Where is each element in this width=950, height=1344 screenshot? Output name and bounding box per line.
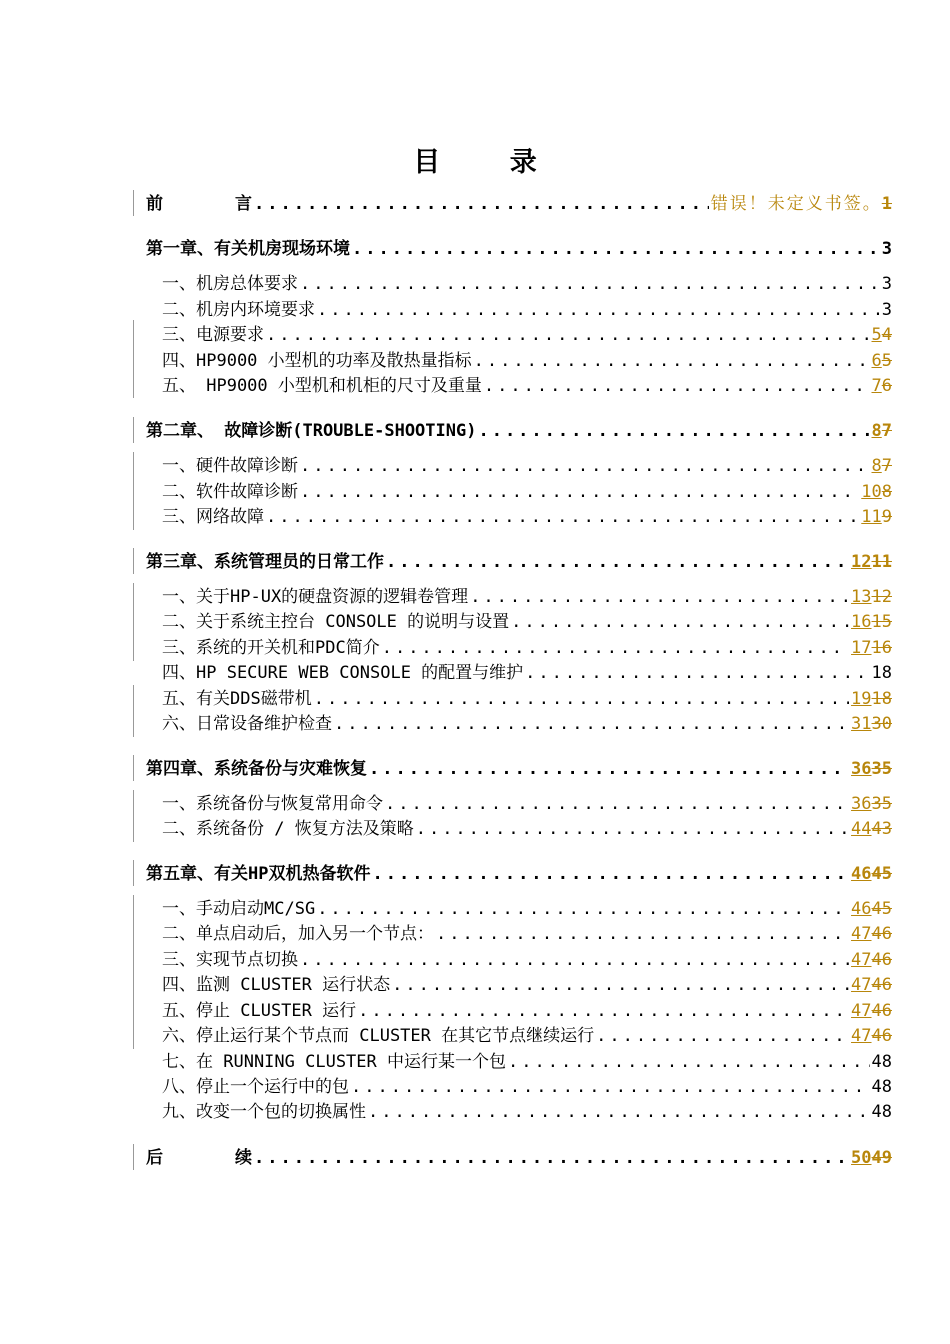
dot-leader xyxy=(351,1074,870,1100)
deleted-page-number: 46 xyxy=(871,950,892,970)
inserted-page-number: 36 xyxy=(851,759,872,779)
inserted-page-number: 50 xyxy=(851,1148,872,1168)
toc-page-number xyxy=(872,348,893,374)
toc-section-entry[interactable] xyxy=(162,1023,892,1049)
inserted-page-number: 11 xyxy=(861,507,882,527)
toc-entry-label: 七、在 RUNNING CLUSTER 中运行某一个包 xyxy=(162,1052,506,1072)
toc-page-number xyxy=(861,504,892,530)
dot-leader xyxy=(368,1099,870,1125)
toc-entry-label: 三、实现节点切换 xyxy=(162,950,298,970)
toc-page-number xyxy=(851,921,892,947)
toc-page-number xyxy=(851,549,892,575)
toc-entry-label: 二、关于系统主控台 CONSOLE 的说明与设置 xyxy=(162,612,510,632)
dot-leader xyxy=(385,791,849,817)
deleted-page-number: 7 xyxy=(881,456,892,476)
change-bar xyxy=(133,1144,134,1170)
toc-section-entry[interactable] xyxy=(162,453,892,479)
toc-section-entry[interactable] xyxy=(162,660,892,686)
toc-page-number xyxy=(882,236,892,262)
toc-chapter-entry[interactable] xyxy=(146,861,892,887)
change-bar xyxy=(133,417,134,443)
dot-leader xyxy=(352,236,880,262)
inserted-page-number: 47 xyxy=(851,950,872,970)
toc-section-entry[interactable] xyxy=(162,504,892,530)
dot-leader xyxy=(317,297,880,323)
inserted-page-number: 6 xyxy=(871,351,882,371)
dot-leader xyxy=(300,947,849,973)
toc-entry-label: 一、系统备份与恢复常用命令 xyxy=(162,794,383,814)
deleted-page-number: 35 xyxy=(871,794,892,814)
toc-section-entry[interactable] xyxy=(162,479,892,505)
toc-section-entry[interactable] xyxy=(162,348,892,374)
dot-leader xyxy=(392,972,849,998)
deleted-page-number: 9 xyxy=(881,507,892,527)
toc-section-entry[interactable] xyxy=(162,972,892,998)
change-bar xyxy=(133,860,134,886)
toc-entry-label: 五、停止 CLUSTER 运行 xyxy=(162,1001,357,1021)
toc-entry-label: 第二章、 故障诊断(TROUBLE-SHOOTING) xyxy=(146,421,477,441)
deleted-page-number: 46 xyxy=(871,924,892,944)
toc-entry-label: 二、软件故障诊断 xyxy=(162,482,298,502)
dot-leader xyxy=(266,504,859,530)
inserted-page-number: 10 xyxy=(861,482,882,502)
toc-entry-label: 第五章、有关HP双机热备软件 xyxy=(146,864,371,884)
toc-entry-label: 四、监测 CLUSTER 运行状态 xyxy=(162,975,391,995)
dot-leader xyxy=(416,816,849,842)
deleted-page-number: 43 xyxy=(871,819,892,839)
page-number: 3 xyxy=(881,239,892,259)
toc-section-entry[interactable] xyxy=(162,373,892,399)
dot-leader xyxy=(300,453,870,479)
toc-page-number xyxy=(851,861,892,887)
toc-page-number xyxy=(851,635,892,661)
toc-section-entry[interactable] xyxy=(162,297,892,323)
toc-section-entry[interactable] xyxy=(162,791,892,817)
inserted-page-number: 36 xyxy=(851,794,872,814)
inserted-page-number: 46 xyxy=(851,864,872,884)
toc-section-entry[interactable] xyxy=(162,1074,892,1100)
toc-section-entry[interactable] xyxy=(162,921,892,947)
inserted-page-number: 31 xyxy=(851,714,872,734)
change-bar xyxy=(133,190,134,216)
toc-chapter-entry[interactable] xyxy=(146,1145,892,1171)
dot-leader xyxy=(511,609,849,635)
page-number: 3 xyxy=(881,300,892,320)
inserted-page-number: 44 xyxy=(851,819,872,839)
toc-entry-label: 三、网络故障 xyxy=(162,507,264,527)
dot-leader xyxy=(300,271,880,297)
toc-entry-label: 一、硬件故障诊断 xyxy=(162,456,298,476)
dot-leader xyxy=(254,191,709,217)
toc-entry-label: 六、停止运行某个节点而 CLUSTER 在其它节点继续运行 xyxy=(162,1026,595,1046)
toc-page-number xyxy=(851,816,892,842)
toc-entry-label: 二、单点启动后，加入另一个节点： xyxy=(162,924,434,944)
toc-entry-label-char: 续 xyxy=(235,1148,252,1168)
deleted-page-number: 16 xyxy=(871,638,892,658)
toc-chapter-entry[interactable] xyxy=(146,236,892,262)
deleted-page-number: 6 xyxy=(881,376,892,396)
inserted-page-number: 47 xyxy=(851,924,872,944)
toc-entry-label: 一、关于HP-UX的硬盘资源的逻辑卷管理 xyxy=(162,587,469,607)
toc-page-number xyxy=(872,1049,892,1075)
change-bar xyxy=(133,583,134,661)
dot-leader xyxy=(266,322,870,348)
toc-entry-label: 一、机房总体要求 xyxy=(162,274,298,294)
toc-page-number xyxy=(851,1145,892,1171)
deleted-page-number: 18 xyxy=(871,689,892,709)
toc-entry-label: 五、 HP9000 小型机和机柜的尺寸及重量 xyxy=(162,376,482,396)
deleted-page-number: 1 xyxy=(881,194,892,214)
toc-entry-label-char: 言 xyxy=(235,194,252,214)
toc-entry-label-char: 前 xyxy=(146,194,163,214)
toc-section-entry[interactable] xyxy=(162,686,892,712)
toc-page-number xyxy=(851,686,892,712)
toc-entry-label: 第四章、系统备份与灾难恢复 xyxy=(146,759,367,779)
deleted-page-number: 45 xyxy=(871,899,892,919)
inserted-page-number: 17 xyxy=(851,638,872,658)
deleted-page-number: 46 xyxy=(871,1001,892,1021)
deleted-page-number: 45 xyxy=(871,864,892,884)
change-bar xyxy=(133,755,134,781)
toc-chapter-entry[interactable] xyxy=(146,191,892,217)
dot-leader xyxy=(317,896,849,922)
toc-chapter-entry[interactable] xyxy=(146,756,892,782)
toc-page-number xyxy=(851,791,892,817)
page-number: 3 xyxy=(881,274,892,294)
inserted-page-number: 16 xyxy=(851,612,872,632)
dot-leader xyxy=(484,373,870,399)
deleted-page-number: 4 xyxy=(881,325,892,345)
toc-page-number xyxy=(851,998,892,1024)
toc-entry-label: 第三章、系统管理员的日常工作 xyxy=(146,552,384,572)
toc-section-entry[interactable] xyxy=(162,584,892,610)
toc-section-entry[interactable] xyxy=(162,609,892,635)
dot-leader xyxy=(436,921,849,947)
toc-entry-label: 四、HP SECURE WEB CONSOLE 的配置与维护 xyxy=(162,663,524,683)
dot-leader xyxy=(508,1049,870,1075)
deleted-page-number: 7 xyxy=(881,421,892,441)
deleted-page-number: 5 xyxy=(881,351,892,371)
inserted-page-number: 8 xyxy=(871,456,882,476)
toc-page-number xyxy=(872,1099,892,1125)
page-title: 目 录 xyxy=(413,147,567,178)
dot-leader xyxy=(372,861,849,887)
toc-page-number xyxy=(851,972,892,998)
inserted-page-number: 5 xyxy=(871,325,882,345)
dot-leader xyxy=(470,584,849,610)
inserted-page-number: 47 xyxy=(851,1026,872,1046)
page-number: 48 xyxy=(871,1077,892,1097)
inserted-page-number: 19 xyxy=(851,689,872,709)
toc-entry-label: 一、手动启动MC/SG xyxy=(162,899,316,919)
toc-chapter-entry[interactable] xyxy=(146,549,892,575)
change-bar xyxy=(133,685,134,737)
toc-entry-label: 八、停止一个运行中的包 xyxy=(162,1077,349,1097)
inserted-page-number: 47 xyxy=(851,1001,872,1021)
toc-entry-label: 三、电源要求 xyxy=(162,325,264,345)
dot-leader xyxy=(358,998,849,1024)
toc-page-number xyxy=(711,191,892,217)
inserted-page-number: 47 xyxy=(851,975,872,995)
change-bar xyxy=(133,895,134,1049)
toc-page-number xyxy=(872,1074,892,1100)
bookmark-error-text: 错误！未定义书签。 xyxy=(710,194,882,214)
toc-section-entry[interactable] xyxy=(162,816,892,842)
toc-page-number xyxy=(851,609,892,635)
toc-page-number xyxy=(851,584,892,610)
toc-page-number xyxy=(861,479,892,505)
dot-leader xyxy=(525,660,869,686)
deleted-page-number: 11 xyxy=(871,552,892,572)
change-bar xyxy=(133,452,134,530)
dot-leader xyxy=(478,418,869,444)
toc-section-entry[interactable] xyxy=(162,711,892,737)
toc-entry-label: 二、系统备份 / 恢复方法及策略 xyxy=(162,819,414,839)
toc-entry-label: 五、有关DDS磁带机 xyxy=(162,689,312,709)
deleted-page-number: 15 xyxy=(871,612,892,632)
toc-entry-label xyxy=(146,191,252,217)
deleted-page-number: 12 xyxy=(871,587,892,607)
inserted-page-number: 46 xyxy=(851,899,872,919)
toc-entry-label: 二、机房内环境要求 xyxy=(162,300,315,320)
toc-page-number xyxy=(851,756,892,782)
toc-chapter-entry[interactable] xyxy=(146,418,892,444)
deleted-page-number: 30 xyxy=(871,714,892,734)
toc-section-entry[interactable] xyxy=(162,635,892,661)
dot-leader xyxy=(254,1145,849,1171)
dot-leader xyxy=(334,711,849,737)
dot-leader xyxy=(369,756,849,782)
toc-page-number xyxy=(882,271,892,297)
toc-page-number xyxy=(851,896,892,922)
deleted-page-number: 8 xyxy=(881,482,892,502)
dot-leader xyxy=(300,479,859,505)
inserted-page-number: 13 xyxy=(851,587,872,607)
dot-leader xyxy=(386,549,849,575)
toc-page-number xyxy=(851,1023,892,1049)
toc-page-number xyxy=(882,297,892,323)
deleted-page-number: 46 xyxy=(871,975,892,995)
change-bar xyxy=(133,320,134,398)
deleted-page-number: 46 xyxy=(871,1026,892,1046)
toc-section-entry[interactable] xyxy=(162,947,892,973)
dot-leader xyxy=(474,348,870,374)
inserted-page-number: 7 xyxy=(871,376,882,396)
inserted-page-number: 12 xyxy=(851,552,872,572)
change-bar xyxy=(133,548,134,574)
dot-leader xyxy=(382,635,849,661)
deleted-page-number: 49 xyxy=(871,1148,892,1168)
page-number: 48 xyxy=(871,1102,892,1122)
toc-section-entry[interactable] xyxy=(162,1099,892,1125)
deleted-page-number: 35 xyxy=(871,759,892,779)
toc-page-number xyxy=(872,453,893,479)
inserted-page-number: 8 xyxy=(871,421,882,441)
change-bar xyxy=(133,790,134,842)
toc-page-number xyxy=(872,373,893,399)
toc-entry-label: 九、改变一个包的切换属性 xyxy=(162,1102,366,1122)
toc-page-number xyxy=(872,418,893,444)
toc-section-entry[interactable] xyxy=(162,271,892,297)
toc-entry-label: 三、系统的开关机和PDC简介 xyxy=(162,638,380,658)
toc-entry-label xyxy=(146,1145,252,1171)
page-number: 18 xyxy=(871,663,892,683)
toc-section-entry[interactable] xyxy=(162,322,892,348)
page-number: 48 xyxy=(871,1052,892,1072)
toc-entry-label: 六、日常设备维护检查 xyxy=(162,714,332,734)
toc-entry-label: 四、HP9000 小型机的功率及散热量指标 xyxy=(162,351,472,371)
toc-section-entry[interactable] xyxy=(162,998,892,1024)
toc-entry-label-char: 后 xyxy=(146,1148,163,1168)
dot-leader xyxy=(314,686,849,712)
toc-page-number xyxy=(872,660,892,686)
toc-page-number xyxy=(851,711,892,737)
toc-section-entry[interactable] xyxy=(162,896,892,922)
toc-page-number xyxy=(851,947,892,973)
dot-leader xyxy=(596,1023,849,1049)
toc-section-entry[interactable] xyxy=(162,1049,892,1075)
toc-entry-label: 第一章、有关机房现场环境 xyxy=(146,239,350,259)
toc-page-number xyxy=(872,322,893,348)
